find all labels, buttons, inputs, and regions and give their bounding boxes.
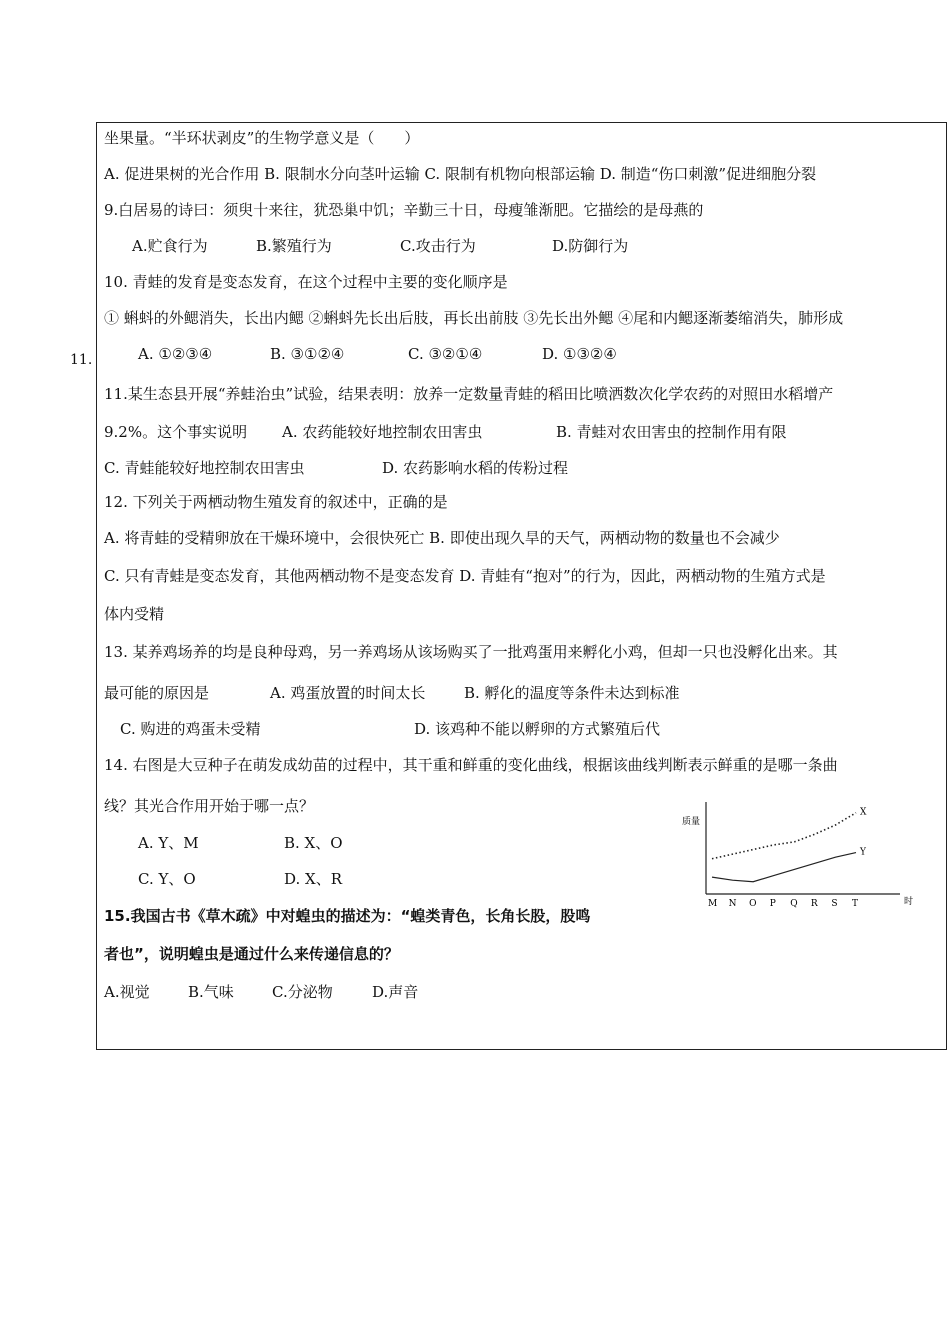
question-10-option-d: D. ①③②④ (542, 345, 617, 363)
question-11-stem-cont: 9.2%。这个事实说明 (104, 423, 248, 441)
question-10-option-b: B. ③①②④ (270, 345, 345, 363)
question-15-option-d: D.声音 (372, 983, 419, 1001)
seed-weight-chart (680, 794, 920, 914)
series-line-X (712, 813, 856, 859)
question-9-option-b: B.繁殖行为 (256, 237, 332, 255)
x-tick-label-Q: Q (790, 899, 798, 909)
x-tick-label-M: M (708, 899, 718, 909)
question-9-option-a: A.贮食行为 (132, 237, 208, 255)
question-13-option-a: A. 鸡蛋放置的时间太长 (270, 684, 426, 702)
x-tick-label-S: S (831, 899, 838, 909)
x-tick-label-O: O (749, 899, 757, 909)
question-10-option-c: C. ③②①④ (408, 345, 483, 363)
question-12-stem: 12. 下列关于两栖动物生殖发育的叙述中，正确的是 (104, 493, 448, 511)
question-15-option-b: B.气味 (188, 983, 234, 1001)
question-14-option-b: B. X、O (284, 834, 343, 852)
series-label-Y: Y (860, 847, 866, 858)
question-14-option-a: A. Y、M (138, 834, 199, 852)
question-11-option-b: B. 青蛙对农田害虫的控制作用有限 (556, 423, 787, 441)
question-10-option-a: A. ①②③④ (138, 345, 213, 363)
series-label-X: X (860, 807, 867, 818)
x-tick-label-P: P (769, 899, 776, 909)
question-9-option-d: D.防御行为 (552, 237, 629, 255)
series-layer (712, 808, 867, 882)
question-12-options-cd-cont: 体内受精 (104, 605, 165, 623)
question-12-options-ab: A. 将青蛙的受精卵放在干燥环境中，会很快死亡 B. 即使出现久旱的天气，两栖动物的数量也不会减少 (104, 529, 780, 547)
question-11-option-d: D. 农药影响水稻的传粉过程 (382, 459, 569, 477)
x-tick-label-R: R (810, 899, 818, 909)
question-11-option-c: C. 青蛙能较好地控制农田害虫 (104, 459, 305, 477)
series-line-Y (712, 853, 856, 882)
question-8-options: A. 促进果树的光合作用 B. 限制水分向茎叶运输 C. 限制有机物向根部运输 D. 制造“伤口刺激”促进细胞分裂 (104, 165, 817, 183)
question-13-stem: 13. 某养鸡场养的均是良种母鸡，另一养鸡场从该场购买了一批鸡蛋用来孵化小鸡，但却一只也没孵化出来。其 (104, 643, 838, 661)
question-13-stem-cont: 最可能的原因是 (104, 684, 210, 702)
x-tick-label-N: N (728, 899, 737, 909)
question-14-stem: 14. 右图是大豆种子在萌发成幼苗的过程中，其干重和鲜重的变化曲线，根据该曲线判断表示鲜重的是哪一条曲 (104, 756, 838, 774)
question-11-option-a: A. 农药能较好地控制农田害虫 (282, 423, 483, 441)
question-12-options-cd: C. 只有青蛙是变态发育，其他两栖动物不是变态发育 D. 青蛙有“抱对”的行为，因此，两栖动物的生殖方式是 (104, 567, 826, 585)
y-axis-label: 质量 (682, 817, 701, 827)
question-10-stem: 10. 青蛙的发育是变态发育，在这个过程中主要的变化顺序是 (104, 273, 508, 291)
question-9-stem: 9.白居易的诗曰：须臾十来往，犹恐巢中饥；辛勤三十日，母瘦雏渐肥。它描绘的是母燕的 (104, 201, 704, 219)
question-8-stem-tail: 坐果量。“半环状剥皮”的生物学意义是（ ） (104, 129, 420, 147)
question-11-stem: 11.某生态县开展“养蛙治虫”试验，结果表明：放养一定数量青蛙的稻田比喷洒数次化学农药的对照田水稻增产 (104, 385, 834, 403)
question-15-stem-cont: 者也”，说明蝗虫是通过什么来传递信息的？ (104, 945, 399, 963)
x-tick-label-T: T (852, 899, 859, 909)
question-15-stem: 15.我国古书《草木疏》中对蝗虫的描述为：“蝗类青色，长角长股，股鸣 (104, 907, 591, 925)
question-13-option-d: D. 该鸡种不能以孵卵的方式繁殖后代 (414, 720, 661, 738)
x-axis-label: 时 (904, 897, 914, 907)
question-13-option-b: B. 孵化的温度等条件未达到标准 (464, 684, 680, 702)
question-14-option-d: D. X、R (284, 870, 343, 888)
side-number: 11. (70, 352, 93, 368)
question-13-option-c: C. 购进的鸡蛋未受精 (120, 720, 261, 738)
question-14-option-c: C. Y、O (138, 870, 196, 888)
question-14-stem-cont: 线？其光合作用开始于哪一点？ (104, 797, 315, 815)
question-15-option-c: C.分泌物 (272, 983, 333, 1001)
tick-layer (708, 899, 858, 909)
question-10-steps: ① 蝌蚪的外鳃消失，长出内鳃 ②蝌蚪先长出后肢，再长出前肢 ③先长出外鳃 ④尾和内鳃逐渐萎缩消失，肺形成 (104, 309, 844, 327)
question-15-option-a: A.视觉 (104, 983, 150, 1001)
question-9-option-c: C.攻击行为 (400, 237, 476, 255)
